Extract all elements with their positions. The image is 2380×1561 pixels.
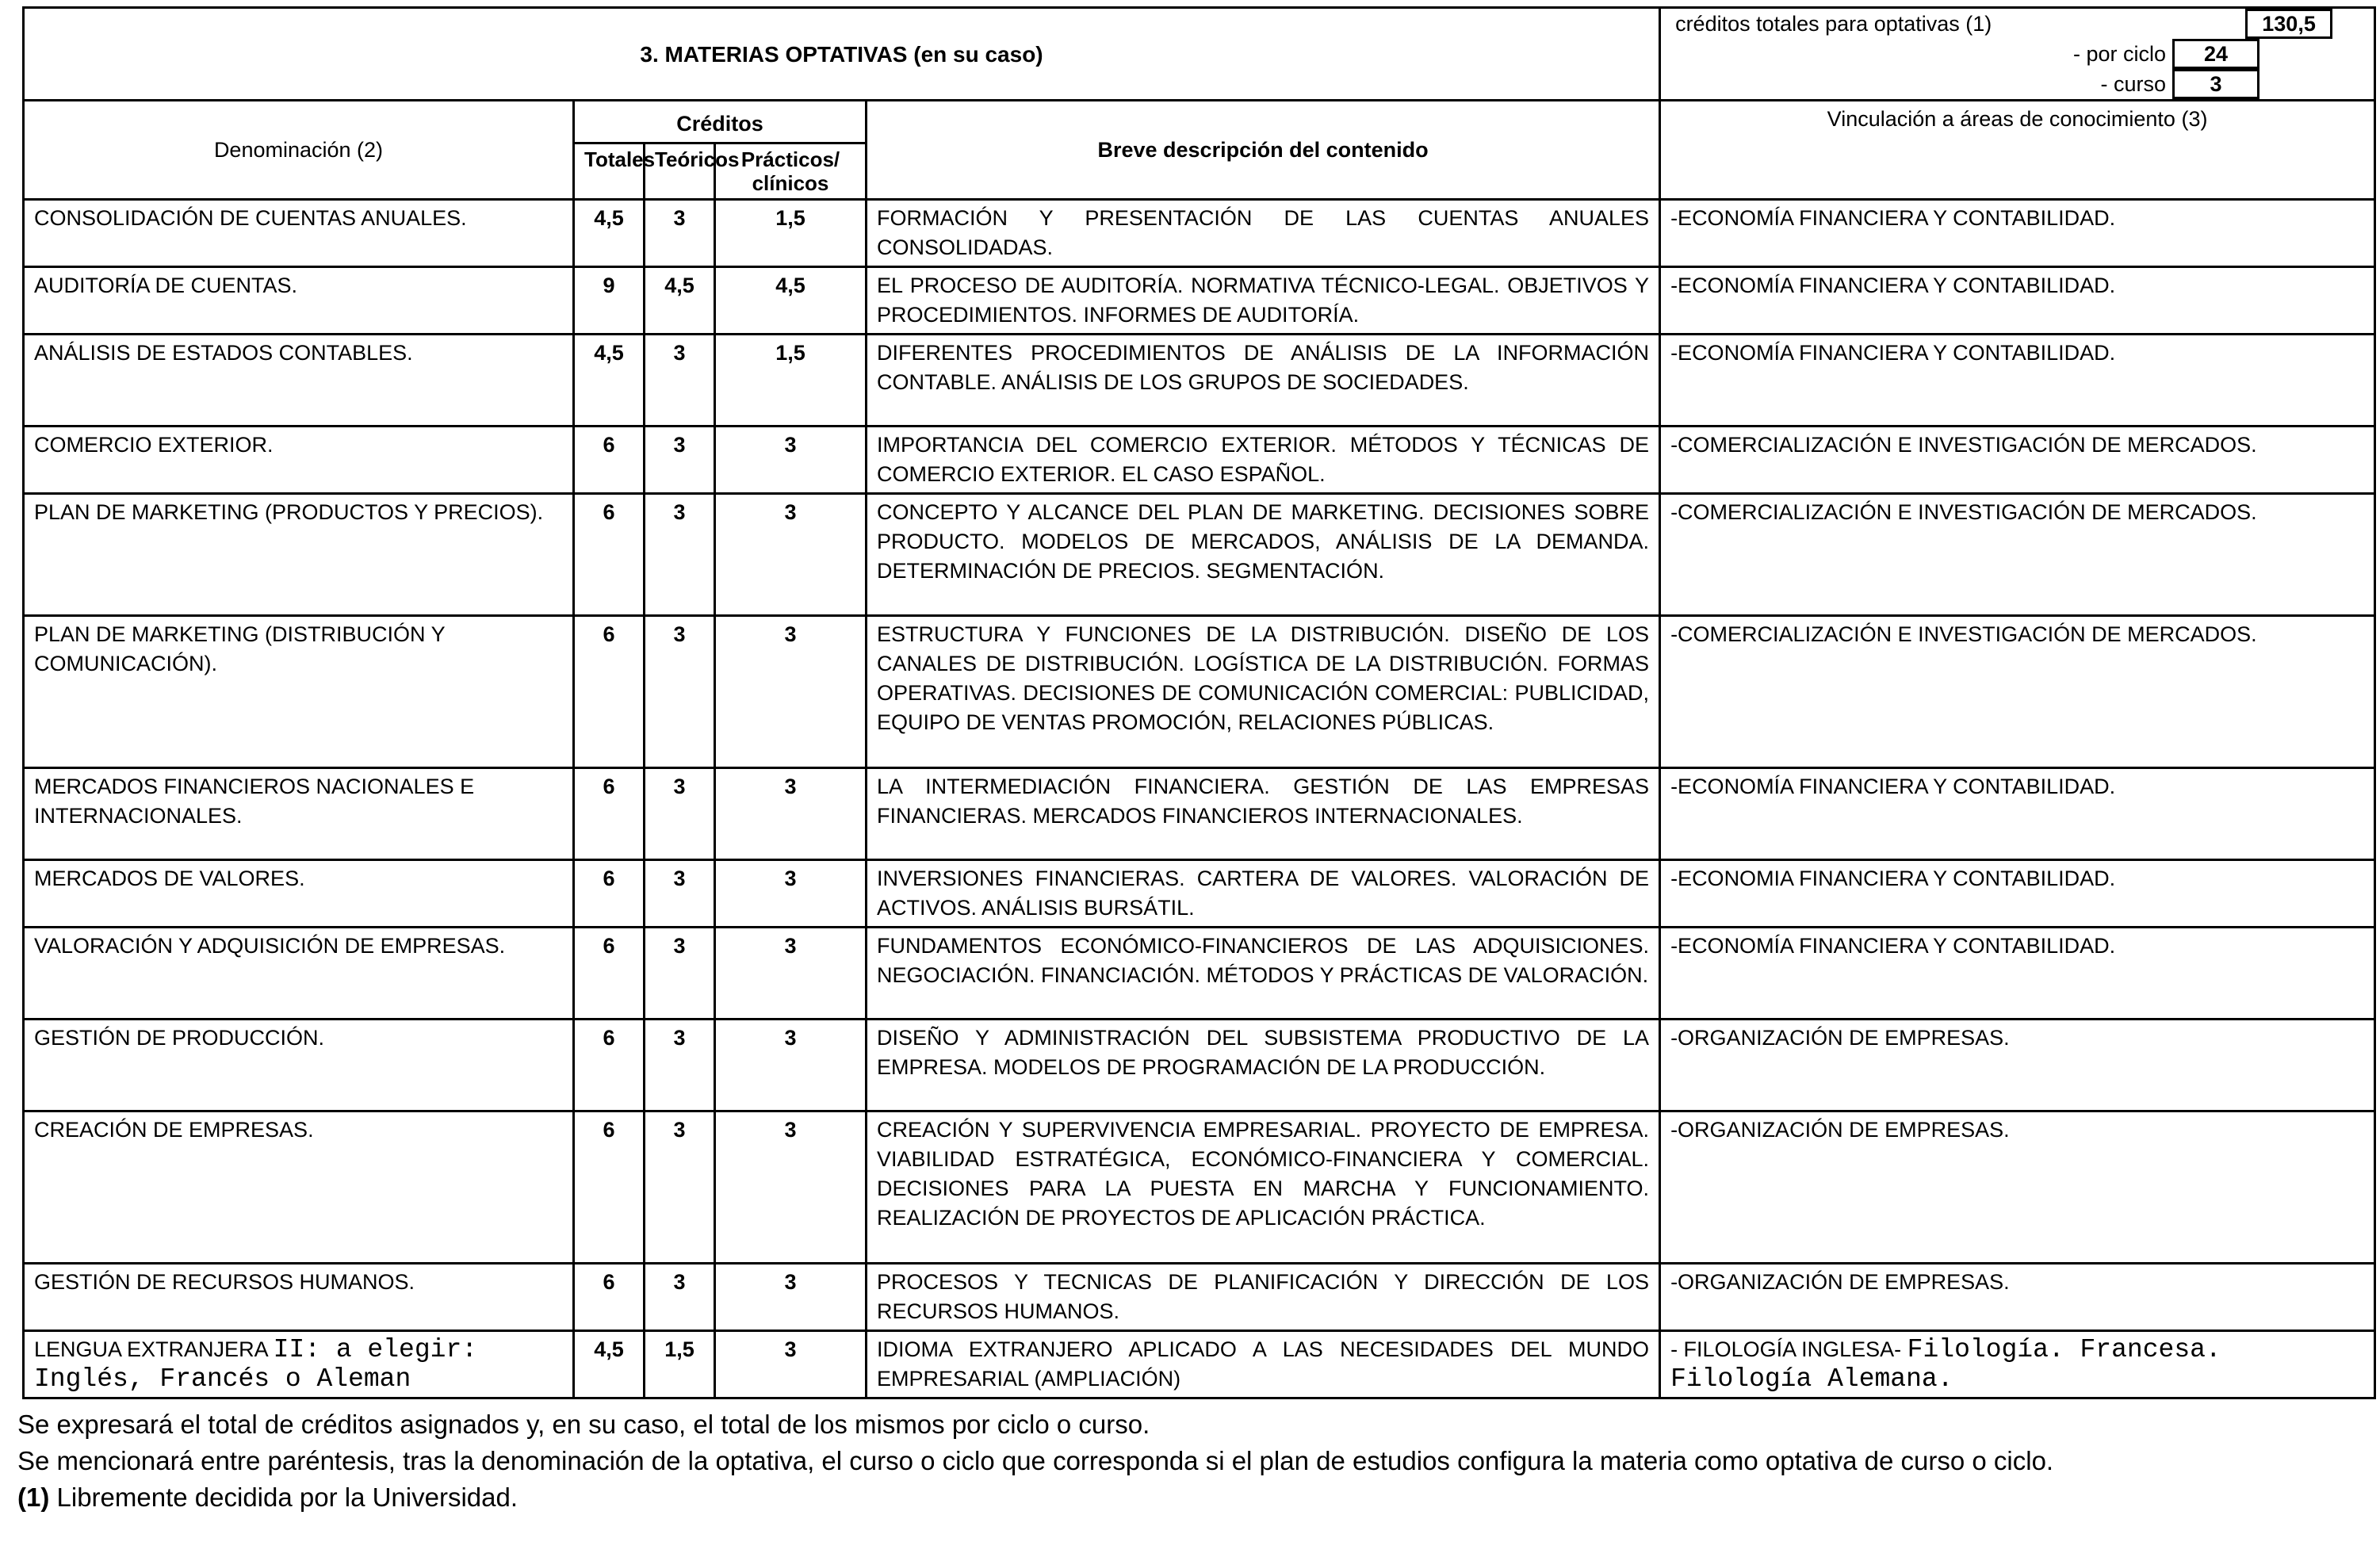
row-name-prefix: LENGUA EXTRANJERA [34,1337,268,1361]
row-description: INVERSIONES FINANCIERAS. CARTERA DE VALORES. VALORACIÓN DE ACTIVOS. ANÁLISIS BURSÁTIL. [867,860,1660,928]
footnote-line-2: Se mencionará entre paréntesis, tras la denominación de la optativa, el curso o ciclo que corresponda si el plan de estudios configura la materia como optativa de curso o ciclo. [17,1446,2054,1475]
footnotes [17,1406,2364,1516]
credit-curso-row [1661,69,2374,99]
header-totales: Totales [574,143,645,200]
table-row [24,928,2375,1020]
row-area-lengua [1660,1331,2375,1398]
row-name-typed: II: a elegir: Inglés, Francés o Aleman [34,1335,478,1394]
row-totales: 6 [574,860,645,928]
row-totales: 6 [574,928,645,1020]
header-descripcion: Breve descripción del contenido [867,101,1660,200]
row-name: VALORACIÓN Y ADQUISICIÓN DE EMPRESAS. [24,928,574,1020]
row-practicos: 3 [715,1264,867,1331]
row-practicos: 3 [715,1331,867,1398]
credit-ciclo-label: - por ciclo [2073,41,2167,66]
row-name: GESTIÓN DE PRODUCCIÓN. [24,1020,574,1111]
row-practicos: 3 [715,1111,867,1264]
row-name: GESTIÓN DE RECURSOS HUMANOS. [24,1264,574,1331]
row-area: -ORGANIZACIÓN DE EMPRESAS. [1660,1264,2375,1331]
row-totales: 6 [574,427,645,494]
row-description: PROCESOS Y TECNICAS DE PLANIFICACIÓN Y DIRECCIÓN DE LOS RECURSOS HUMANOS. [867,1264,1660,1331]
document-page [22,6,2375,1399]
row-area: -COMERCIALIZACIÓN E INVESTIGACIÓN DE MERCADOS. [1660,427,2375,494]
row-teoricos: 3 [645,616,715,768]
row-name: MERCADOS FINANCIEROS NACIONALES E INTERNACIONALES. [24,768,574,860]
row-description: DIFERENTES PROCEDIMIENTOS DE ANÁLISIS DE LA INFORMACIÓN CONTABLE. ANÁLISIS DE LOS GRUPOS DE SOCIEDADES. [867,335,1660,427]
table-row [24,768,2375,860]
row-totales: 4,5 [574,200,645,267]
header-creditos: Créditos [574,101,867,143]
header-teoricos: Teóricos [645,143,715,200]
row-practicos: 3 [715,768,867,860]
table-row [24,267,2375,335]
row-description: CONCEPTO Y ALCANCE DEL PLAN DE MARKETING. DECISIONES SOBRE PRODUCTO. MODELOS DE MERCADOS, ANÁLISIS DE LA DEMANDA. DETERMINACIÓN DE PRECIOS. SEGMENTACIÓN. [867,494,1660,616]
row-practicos: 3 [715,616,867,768]
row-totales: 6 [574,1111,645,1264]
row-name: CREACIÓN DE EMPRESAS. [24,1111,574,1264]
row-area: -ECONOMÍA FINANCIERA Y CONTABILIDAD. [1660,200,2375,267]
row-area: -COMERCIALIZACIÓN E INVESTIGACIÓN DE MERCADOS. [1660,616,2375,768]
header-vinculacion: Vinculación a áreas de conocimiento (3) [1660,101,2375,200]
row-teoricos: 3 [645,200,715,267]
table-row [24,1020,2375,1111]
table-row [24,1331,2375,1398]
header-denominacion: Denominación (2) [24,101,574,200]
row-description: LA INTERMEDIACIÓN FINANCIERA. GESTIÓN DE LAS EMPRESAS FINANCIERAS. MERCADOS FINANCIEROS INTERNACIONALES. [867,768,1660,860]
table-row [24,427,2375,494]
row-teoricos: 3 [645,928,715,1020]
row-description: IMPORTANCIA DEL COMERCIO EXTERIOR. MÉTODOS Y TÉCNICAS DE COMERCIO EXTERIOR. EL CASO ESPAÑOL. [867,427,1660,494]
table-row [24,1111,2375,1264]
row-description: IDIOMA EXTRANJERO APLICADO A LAS NECESIDADES DEL MUNDO EMPRESARIAL (AMPLIACIÓN) [867,1331,1660,1398]
row-practicos: 4,5 [715,267,867,335]
row-practicos: 1,5 [715,335,867,427]
row-area: -ECONOMÍA FINANCIERA Y CONTABILIDAD. [1660,267,2375,335]
row-area: -ECONOMIA FINANCIERA Y CONTABILIDAD. [1660,860,2375,928]
credit-summary [1660,8,2375,101]
row-description: ESTRUCTURA Y FUNCIONES DE LA DISTRIBUCIÓN. DISEÑO DE LOS CANALES DE DISTRIBUCIÓN. LOGÍSTICA DE LA DISTRIBUCIÓN. FORMAS OPERATIVAS. DECISIONES DE COMUNICACIÓN COMERCIAL: PUBLICIDAD, EQUIPO DE VENTAS PROMOCIÓN, RELACIONES PÚBLICAS. [867,616,1660,768]
footnote-note-1 [17,1479,2364,1516]
row-description: DISEÑO Y ADMINISTRACIÓN DEL SUBSISTEMA PRODUCTIVO DE LA EMPRESA. MODELOS DE PROGRAMACIÓN DE LA PRODUCCIÓN. [867,1020,1660,1111]
row-area: -ECONOMÍA FINANCIERA Y CONTABILIDAD. [1660,335,2375,427]
header-practicos: Prácticos/ clínicos [715,143,867,200]
row-totales: 4,5 [574,1331,645,1398]
footnote-note-1-label: (1) [17,1483,50,1512]
row-totales: 6 [574,616,645,768]
row-description: FUNDAMENTOS ECONÓMICO-FINANCIEROS DE LAS ADQUISICIONES. NEGOCIACIÓN. FINANCIACIÓN. MÉTODOS Y PRÁCTICAS DE VALORACIÓN. [867,928,1660,1020]
row-teoricos: 3 [645,427,715,494]
row-area: -ORGANIZACIÓN DE EMPRESAS. [1660,1111,2375,1264]
table-row [24,616,2375,768]
row-practicos: 3 [715,860,867,928]
row-totales: 6 [574,1020,645,1111]
table-title: 3. MATERIAS OPTATIVAS (en su caso) [24,8,1660,101]
row-name: PLAN DE MARKETING (DISTRIBUCIÓN Y COMUNICACIÓN). [24,616,574,768]
row-practicos: 3 [715,494,867,616]
credit-ciclo-row [1661,39,2374,69]
row-totales: 9 [574,267,645,335]
row-name: MERCADOS DE VALORES. [24,860,574,928]
row-description: EL PROCESO DE AUDITORÍA. NORMATIVA TÉCNICO-LEGAL. OBJETIVOS Y PROCEDIMIENTOS. INFORMES DE AUDITORÍA. [867,267,1660,335]
row-practicos: 3 [715,1020,867,1111]
row-teoricos: 3 [645,494,715,616]
row-teoricos: 4,5 [645,267,715,335]
row-teoricos: 1,5 [645,1331,715,1398]
table-row [24,335,2375,427]
credit-ciclo-value: 24 [2172,39,2259,69]
row-teoricos: 3 [645,1020,715,1111]
table-row [24,860,2375,928]
row-name: COMERCIO EXTERIOR. [24,427,574,494]
row-practicos: 1,5 [715,200,867,267]
row-description: FORMACIÓN Y PRESENTACIÓN DE LAS CUENTAS ANUALES CONSOLIDADAS. [867,200,1660,267]
row-teoricos: 3 [645,768,715,860]
row-area-prefix: - FILOLOGÍA INGLESA- [1670,1337,1902,1361]
row-totales: 6 [574,768,645,860]
row-teoricos: 3 [645,335,715,427]
row-practicos: 3 [715,427,867,494]
row-teoricos: 3 [645,1264,715,1331]
row-practicos: 3 [715,928,867,1020]
row-area: -ECONOMÍA FINANCIERA Y CONTABILIDAD. [1660,928,2375,1020]
row-name: PLAN DE MARKETING (PRODUCTOS Y PRECIOS). [24,494,574,616]
credit-total-value: 130,5 [2245,9,2332,39]
row-totales: 6 [574,494,645,616]
footnote-line-1: Se expresará el total de créditos asignados y, en su caso, el total de los mismos por ciclo o curso. [17,1410,1150,1439]
row-totales: 4,5 [574,335,645,427]
credit-curso-value: 3 [2172,69,2259,99]
table-row [24,200,2375,267]
row-name: AUDITORÍA DE CUENTAS. [24,267,574,335]
footnote-note-1-text: Libremente decidida por la Universidad. [56,1483,518,1512]
row-teoricos: 3 [645,1111,715,1264]
table-row [24,494,2375,616]
credit-total-label: créditos totales para optativas (1) [1675,11,1992,36]
credit-total-row [1661,9,2374,39]
row-area-typed: Filología. Francesa. Filología Alemana. [1670,1335,2221,1394]
credit-curso-label: - curso [2100,71,2167,96]
row-totales: 6 [574,1264,645,1331]
table-row [24,1264,2375,1331]
optativas-table [22,6,2376,1399]
row-name: CONSOLIDACIÓN DE CUENTAS ANUALES. [24,200,574,267]
row-description: CREACIÓN Y SUPERVIVENCIA EMPRESARIAL. PROYECTO DE EMPRESA. VIABILIDAD ESTRATÉGICA, ECONÓMICO-FINANCIERA Y COMERCIAL. DECISIONES PARA LA PUESTA EN MARCHA Y FUNCIONAMIENTO. REALIZACIÓN DE PROYECTOS DE APLICACIÓN PRÁCTICA. [867,1111,1660,1264]
row-name-lengua [24,1331,574,1398]
row-area: -COMERCIALIZACIÓN E INVESTIGACIÓN DE MERCADOS. [1660,494,2375,616]
row-area: -ORGANIZACIÓN DE EMPRESAS. [1660,1020,2375,1111]
row-teoricos: 3 [645,860,715,928]
row-area: -ECONOMÍA FINANCIERA Y CONTABILIDAD. [1660,768,2375,860]
row-name: ANÁLISIS DE ESTADOS CONTABLES. [24,335,574,427]
